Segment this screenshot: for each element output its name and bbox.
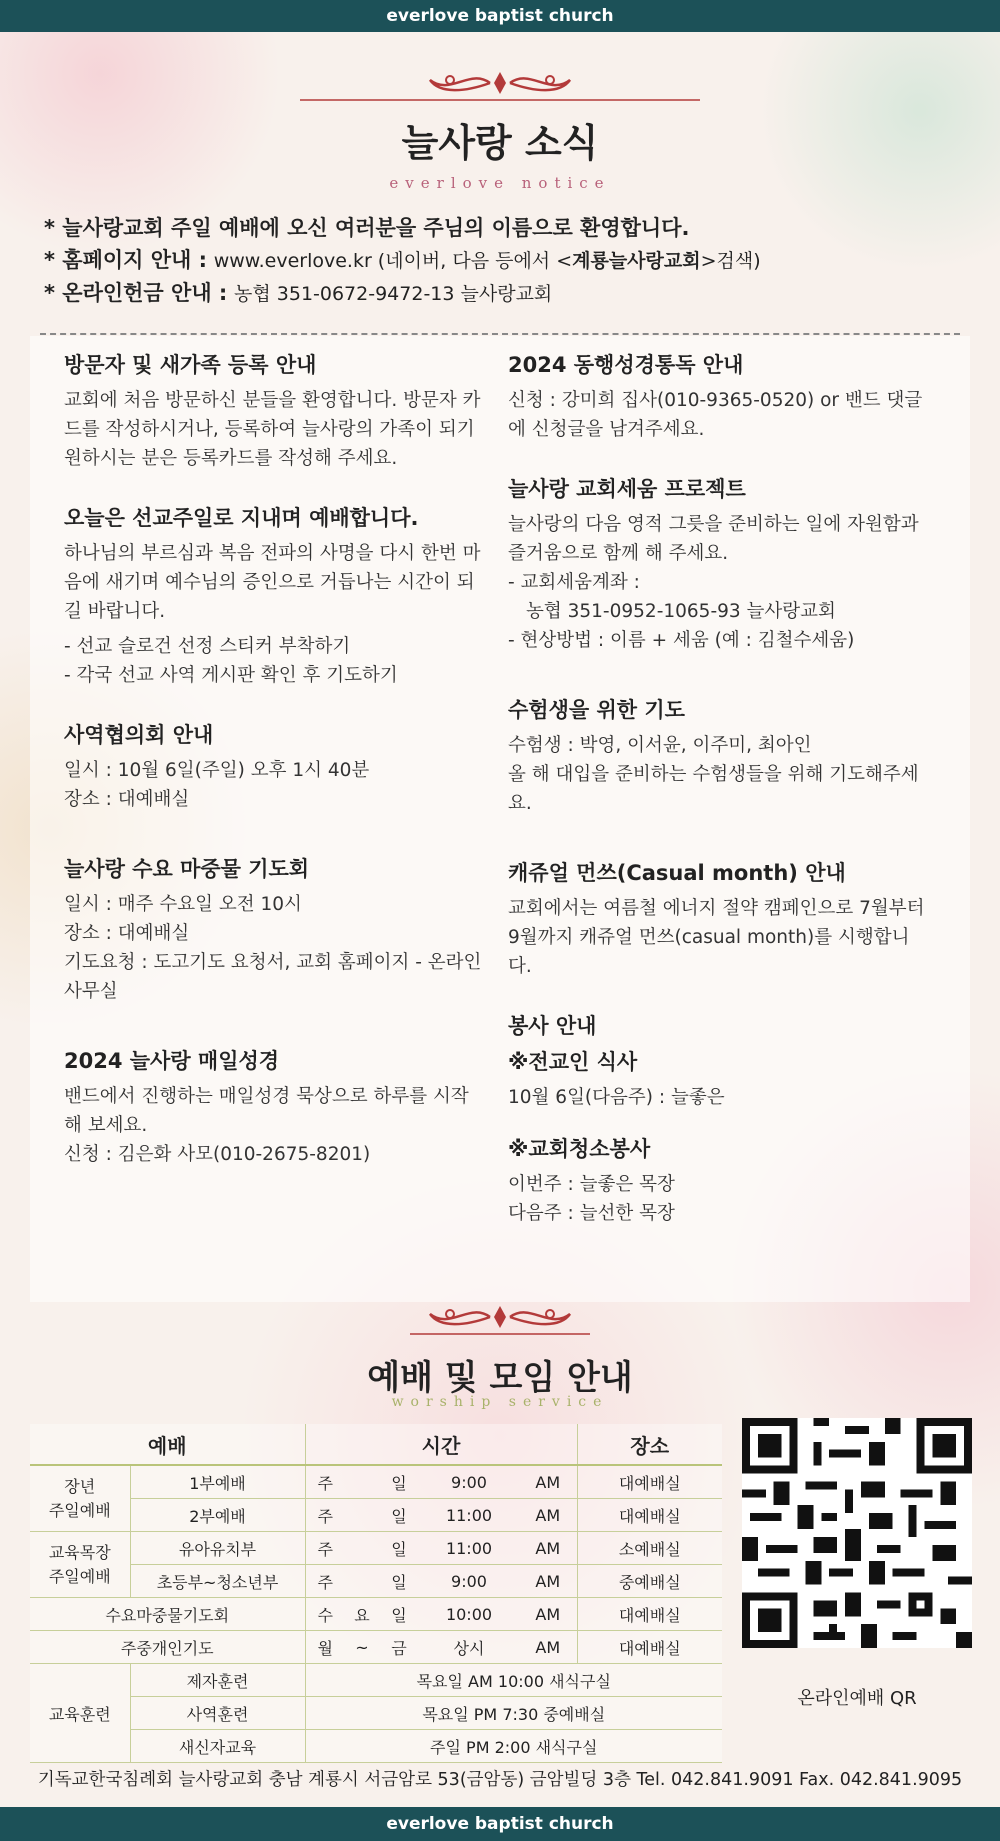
homepage-keyword: 계룡늘사랑교회 — [572, 250, 701, 272]
section-bible-reading — [508, 350, 928, 444]
section-line: 일시 : 매주 수요일 오전 10시 — [64, 894, 302, 915]
training-info: 목요일 AM 10:00 새식구실 — [305, 1664, 722, 1697]
section-daily-bible — [64, 1046, 484, 1169]
bottom-banner — [0, 1807, 1000, 1841]
section-line: 수험생 : 박영, 이서윤, 이주미, 최아인 — [508, 735, 812, 756]
time-cell: 11:00 — [419, 1532, 519, 1565]
section-ministry-council — [64, 720, 484, 814]
section-line: 신청 : 김은화 사모(010-2675-8201) — [64, 1144, 371, 1165]
day-cell: 일 — [379, 1465, 419, 1499]
section-line: 기도요청 : 도고기도 요청서, 교회 홈페이지 - 온라인 사무실 — [64, 952, 482, 1002]
list-item: - 각국 선교 사역 게시판 확인 후 기도하기 — [64, 665, 398, 686]
day-cell — [345, 1565, 379, 1598]
table-row — [30, 1465, 722, 1499]
day-cell: 주 — [305, 1532, 345, 1565]
offering-label: * 온라인헌금 안내 : — [44, 281, 228, 305]
day-cell: 월 — [305, 1631, 345, 1664]
title-rule-icon — [410, 1332, 590, 1336]
ampm-cell: AM — [519, 1631, 577, 1664]
place-cell: 중예배실 — [577, 1565, 722, 1598]
banner-text: everlove baptist church — [386, 1814, 614, 1834]
section-title: 캐쥬얼 먼쓰(Casual month) 안내 — [508, 861, 846, 885]
section-body: 교회에 처음 방문하신 분들을 환영합니다. 방문자 카드를 작성하시거나, 등록하여 늘사랑의 가족이 되기 원하시는 분은 등록카드를 작성해 주세요. — [64, 390, 481, 469]
service-name: 2부예배 — [130, 1499, 305, 1532]
section-line: 일시 : 10월 6일(주일) 오후 1시 40분 — [64, 760, 370, 781]
service-name: 1부예배 — [130, 1465, 305, 1499]
service-name: 수요마중물기도회 — [30, 1598, 305, 1631]
section-line: 장소 : 대예배실 — [64, 923, 190, 944]
place-cell: 대예배실 — [577, 1465, 722, 1499]
group-line: 장년 — [64, 1476, 96, 1496]
group-line: 주일예배 — [48, 1500, 111, 1520]
training-info: 목요일 PM 7:30 중예배실 — [305, 1697, 722, 1730]
table-row — [30, 1499, 722, 1532]
section-body: 교회에서는 여름철 에너지 절약 캠페인으로 7월부터 9월까지 캐쥬얼 먼쓰(casual month)를 시행합니다. — [508, 898, 925, 977]
ampm-cell: AM — [519, 1598, 577, 1631]
worship-subtitle: worship service — [391, 1394, 609, 1410]
time-cell: 11:00 — [419, 1499, 519, 1532]
sub-title: ※교회청소봉사 — [508, 1137, 651, 1161]
table-row — [30, 1631, 722, 1664]
ampm-cell: AM — [519, 1465, 577, 1499]
qr-label: 온라인예배 QR — [797, 1688, 917, 1709]
day-cell — [345, 1499, 379, 1532]
ampm-cell: AM — [519, 1532, 577, 1565]
section-line: 밴드에서 진행하는 매일성경 묵상으로 하루를 시작해 보세요. — [64, 1086, 469, 1136]
ornament-icon — [410, 66, 590, 100]
section-title: 수험생을 위한 기도 — [508, 698, 685, 722]
section-title: 늘사랑 교회세움 프로젝트 — [508, 477, 746, 501]
day-cell: 일 — [379, 1598, 419, 1631]
list-item: 농협 351-0952-1065-93 늘사랑교회 — [526, 601, 836, 622]
title-rule-icon — [300, 98, 700, 102]
group-cell — [30, 1532, 130, 1598]
group-cell — [30, 1465, 130, 1532]
section-title: 사역협의회 안내 — [64, 723, 214, 747]
section-church-building — [508, 474, 928, 655]
table-row — [30, 1598, 722, 1631]
worship-title: 예배 및 모임 안내 — [367, 1358, 633, 1398]
qr-code-icon[interactable] — [742, 1418, 972, 1648]
notice-subtitle: everlove notice — [389, 174, 611, 192]
section-title: 늘사랑 수요 마중물 기도회 — [64, 857, 310, 881]
day-cell — [345, 1532, 379, 1565]
group-line: 교육목장 — [48, 1542, 111, 1562]
table-row — [30, 1730, 722, 1763]
homepage-tail: >검색) — [700, 250, 761, 272]
offering-text: 농협 351-0672-9472-13 늘사랑교회 — [234, 283, 553, 305]
group-cell: 교육훈련 — [30, 1664, 130, 1763]
table-row — [30, 1532, 722, 1565]
section-wednesday-prayer — [64, 854, 484, 1006]
service-name: 유아유치부 — [130, 1532, 305, 1565]
time-cell: 상시 — [419, 1631, 519, 1664]
ampm-cell: AM — [519, 1499, 577, 1532]
list-item: - 선교 슬로건 선정 스티커 부착하기 — [64, 636, 351, 657]
day-cell: 일 — [379, 1499, 419, 1532]
section-title: 2024 늘사랑 매일성경 — [64, 1049, 280, 1073]
banner-text: everlove baptist church — [386, 6, 614, 26]
homepage-label: * 홈페이지 안내 : — [44, 248, 208, 272]
section-title: 2024 동행성경통독 안내 — [508, 353, 744, 377]
intro-block — [44, 212, 964, 310]
footer-address: 기독교한국침례회 늘사랑교회 충남 계룡시 서금암로 53(금암동) 금암빌딩 3층 Tel. 042.841.9091 Fax. 042.841.9095 — [37, 1770, 963, 1790]
time-cell: 10:00 — [419, 1598, 519, 1631]
section-line: 장소 : 대예배실 — [64, 789, 190, 810]
header-time: 시간 — [305, 1424, 577, 1465]
section-title: 봉사 안내 — [508, 1014, 597, 1038]
table-row — [30, 1664, 722, 1697]
place-cell: 대예배실 — [577, 1598, 722, 1631]
day-cell: ~ — [345, 1631, 379, 1664]
worship-table — [30, 1424, 722, 1763]
place-cell: 대예배실 — [577, 1499, 722, 1532]
sub-title: ※전교인 식사 — [508, 1050, 638, 1074]
header-place: 장소 — [577, 1424, 722, 1465]
section-body: 늘사랑의 다음 영적 그릇을 준비하는 일에 자원함과 즐거움으로 함께 해 주세요. — [508, 514, 919, 564]
training-name: 새신자교육 — [130, 1730, 305, 1763]
header-service: 예배 — [30, 1424, 305, 1465]
section-body: 신청 : 강미희 집사(010-9365-0520) or 밴드 댓글에 신청글을 남겨주세요. — [508, 390, 923, 440]
ampm-cell: AM — [519, 1565, 577, 1598]
service-name: 초등부~청소년부 — [130, 1565, 305, 1598]
top-banner — [0, 0, 1000, 32]
section-body: 하나님의 부르심과 복음 전파의 사명을 다시 한번 마음에 새기며 예수님의 증인으로 거듭나는 시간이 되길 바랍니다. — [64, 543, 481, 622]
section-casual-month — [508, 858, 928, 981]
training-info: 주일 PM 2:00 새식구실 — [305, 1730, 722, 1763]
section-service — [508, 1011, 928, 1228]
list-item: - 교회세움계좌 : — [508, 572, 640, 593]
section-visitor — [64, 350, 484, 473]
left-column — [64, 350, 484, 1199]
table-header-row — [30, 1424, 722, 1465]
day-cell: 금 — [379, 1631, 419, 1664]
section-line: 이번주 : 늘좋은 목장 — [508, 1174, 675, 1195]
day-cell: 요 — [345, 1598, 379, 1631]
table-row — [30, 1697, 722, 1730]
notice-title: 늘사랑 소식 — [401, 120, 599, 165]
homepage-text: www.everlove.kr (네이버, 다음 등에서 < — [213, 250, 573, 272]
table-row — [30, 1565, 722, 1598]
day-cell: 수 — [305, 1598, 345, 1631]
section-line: 다음주 : 늘선한 목장 — [508, 1203, 675, 1224]
right-column — [508, 350, 928, 1258]
section-title: 오늘은 선교주일로 지내며 예배합니다. — [64, 506, 419, 530]
day-cell: 주 — [305, 1465, 345, 1499]
training-name: 사역훈련 — [130, 1697, 305, 1730]
day-cell — [345, 1465, 379, 1499]
welcome-line: * 늘사랑교회 주일 예배에 오신 여러분을 주님의 이름으로 환영합니다. — [44, 216, 690, 240]
place-cell: 대예배실 — [577, 1631, 722, 1664]
day-cell: 일 — [379, 1565, 419, 1598]
section-mission-sunday — [64, 503, 484, 690]
service-name: 주중개인기도 — [30, 1631, 305, 1664]
time-cell: 9:00 — [419, 1465, 519, 1499]
day-cell: 일 — [379, 1532, 419, 1565]
list-item: - 현상방법 : 이름 + 세움 (예 : 김철수세움) — [508, 630, 855, 651]
training-name: 제자훈련 — [130, 1664, 305, 1697]
time-cell: 9:00 — [419, 1565, 519, 1598]
section-exam-prayer — [508, 695, 928, 818]
section-line: 10월 6일(다음주) : 늘좋은 — [508, 1087, 725, 1108]
group-line: 주일예배 — [48, 1566, 111, 1586]
ornament-icon — [410, 1300, 590, 1334]
section-title: 방문자 및 새가족 등록 안내 — [64, 353, 317, 377]
day-cell: 주 — [305, 1565, 345, 1598]
section-line: 올 해 대입을 준비하는 수험생들을 위해 기도해주세요. — [508, 764, 919, 814]
divider — [40, 333, 960, 335]
day-cell: 주 — [305, 1499, 345, 1532]
place-cell: 소예배실 — [577, 1532, 722, 1565]
